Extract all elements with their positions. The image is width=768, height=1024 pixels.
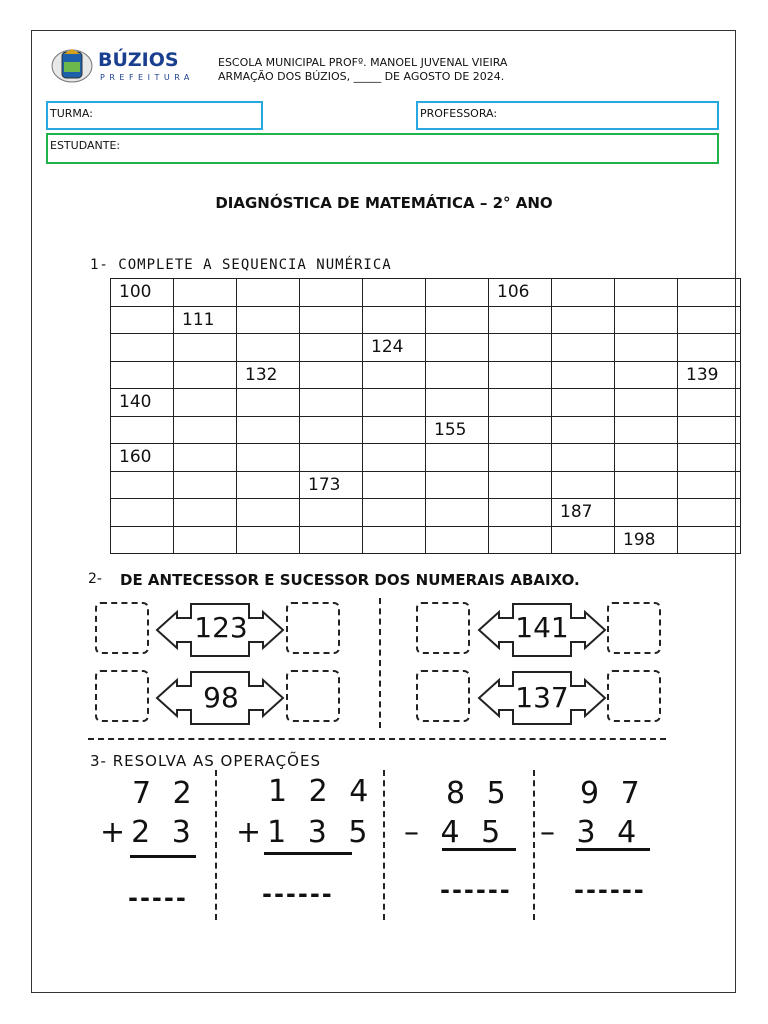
grid-cell-empty[interactable] <box>111 416 174 444</box>
grid-cell-empty[interactable] <box>300 526 363 554</box>
antecessor-box[interactable] <box>95 602 149 654</box>
grid-cell-empty[interactable] <box>237 416 300 444</box>
grid-cell-empty[interactable] <box>489 389 552 417</box>
grid-cell-empty[interactable] <box>174 444 237 472</box>
grid-row <box>111 416 741 444</box>
op4-bottom: – 3 4 <box>540 815 643 850</box>
grid-cell-empty[interactable] <box>237 334 300 362</box>
grid-cell-empty[interactable] <box>237 526 300 554</box>
sequence-grid <box>110 278 741 554</box>
grid-cell-empty[interactable] <box>678 389 741 417</box>
sucessor-box[interactable] <box>286 602 340 654</box>
grid-cell-empty[interactable] <box>237 389 300 417</box>
grid-cell-empty[interactable] <box>363 526 426 554</box>
school-date-line: ARMAÇÃO DOS BÚZIOS, _____ DE AGOSTO DE 2024. <box>218 70 505 83</box>
grid-cell-empty[interactable] <box>300 279 363 307</box>
grid-cell-empty[interactable] <box>111 526 174 554</box>
question-1-label: 1- COMPLETE A SEQUENCIA NUMÉRICA <box>90 257 392 273</box>
divider-dashed-vertical <box>383 770 385 920</box>
grid-cell-given: 187 <box>552 499 615 527</box>
grid-cell-empty[interactable] <box>552 471 615 499</box>
divider-dashed-vertical <box>533 770 535 920</box>
grid-cell-empty[interactable] <box>300 389 363 417</box>
grid-cell-empty[interactable] <box>615 389 678 417</box>
grid-cell-empty[interactable] <box>615 306 678 334</box>
grid-cell-empty[interactable] <box>678 306 741 334</box>
grid-cell-empty[interactable] <box>174 361 237 389</box>
grid-cell-empty[interactable] <box>174 334 237 362</box>
buzios-logo <box>50 46 210 86</box>
grid-cell-empty[interactable] <box>615 334 678 362</box>
grid-cell-empty[interactable] <box>552 279 615 307</box>
grid-cell-empty[interactable] <box>426 499 489 527</box>
grid-row <box>111 389 741 417</box>
divider-dashed-horizontal <box>88 738 666 740</box>
grid-cell-empty[interactable] <box>111 306 174 334</box>
professora-field[interactable]: PROFESSORA: <box>416 101 719 130</box>
number-137: 137 <box>515 681 569 714</box>
grid-cell-empty[interactable] <box>552 444 615 472</box>
sucessor-box[interactable] <box>286 670 340 722</box>
grid-cell-empty[interactable] <box>678 416 741 444</box>
grid-cell-empty[interactable] <box>111 361 174 389</box>
grid-row <box>111 526 741 554</box>
question-3-label: 3- RESOLVA AS OPERAÇÕES <box>90 752 321 770</box>
grid-cell-empty[interactable] <box>426 306 489 334</box>
grid-cell-empty[interactable] <box>615 279 678 307</box>
grid-cell-given: 198 <box>615 526 678 554</box>
op4-top: 9 7 <box>580 776 646 811</box>
sucessor-box[interactable] <box>607 670 661 722</box>
grid-cell-empty[interactable] <box>489 306 552 334</box>
grid-row <box>111 499 741 527</box>
grid-cell-empty[interactable] <box>489 361 552 389</box>
grid-cell-empty[interactable] <box>615 499 678 527</box>
op1-bottom: +2 3 <box>100 815 197 850</box>
grid-cell-empty[interactable] <box>426 361 489 389</box>
grid-cell-given: 139 <box>678 361 741 389</box>
grid-cell-empty[interactable] <box>174 471 237 499</box>
op1-line <box>130 855 196 858</box>
grid-cell-empty[interactable] <box>174 499 237 527</box>
grid-cell-empty[interactable] <box>678 471 741 499</box>
grid-row <box>111 306 741 334</box>
grid-cell-empty[interactable] <box>615 471 678 499</box>
grid-cell-empty[interactable] <box>237 471 300 499</box>
number-141: 141 <box>515 611 569 644</box>
divider-dashed-vertical <box>379 598 381 728</box>
sucessor-box[interactable] <box>607 602 661 654</box>
grid-cell-empty[interactable] <box>426 526 489 554</box>
op3-line <box>442 848 516 851</box>
grid-cell-empty[interactable] <box>678 279 741 307</box>
grid-cell-empty[interactable] <box>300 361 363 389</box>
antecessor-box[interactable] <box>416 670 470 722</box>
grid-cell-empty[interactable] <box>489 471 552 499</box>
grid-cell-empty[interactable] <box>174 526 237 554</box>
grid-cell-empty[interactable] <box>489 526 552 554</box>
grid-cell-empty[interactable] <box>552 361 615 389</box>
grid-cell-empty[interactable] <box>615 444 678 472</box>
grid-cell-empty[interactable] <box>426 444 489 472</box>
op3-top: 8 5 <box>446 776 512 811</box>
turma-field[interactable]: TURMA: <box>46 101 263 130</box>
op1-result[interactable]: ----- <box>128 884 188 912</box>
grid-cell-empty[interactable] <box>552 526 615 554</box>
grid-cell-empty[interactable] <box>552 334 615 362</box>
grid-cell-empty[interactable] <box>111 499 174 527</box>
grid-cell-empty[interactable] <box>237 444 300 472</box>
grid-cell-empty[interactable] <box>489 416 552 444</box>
grid-cell-empty[interactable] <box>300 334 363 362</box>
page-title: DIAGNÓSTICA DE MATEMÁTICA – 2° ANO <box>215 194 553 212</box>
svg-text:BÚZIOS: BÚZIOS <box>98 49 179 71</box>
grid-cell-empty[interactable] <box>363 416 426 444</box>
grid-cell-empty[interactable] <box>300 306 363 334</box>
grid-cell-empty[interactable] <box>552 416 615 444</box>
grid-cell-empty[interactable] <box>678 334 741 362</box>
op2-result[interactable]: ------ <box>262 880 334 908</box>
grid-cell-empty[interactable] <box>426 471 489 499</box>
grid-cell-empty[interactable] <box>300 416 363 444</box>
op4-result[interactable]: ------ <box>574 876 646 904</box>
grid-cell-empty[interactable] <box>426 279 489 307</box>
antecessor-box[interactable] <box>416 602 470 654</box>
grid-row <box>111 361 741 389</box>
op4-line <box>576 848 650 851</box>
number-98: 98 <box>203 681 239 714</box>
op2-line <box>264 852 352 855</box>
number-123: 123 <box>194 611 248 644</box>
grid-cell-given: 173 <box>300 471 363 499</box>
grid-cell-empty[interactable] <box>363 361 426 389</box>
op3-result[interactable]: ------ <box>440 876 512 904</box>
op1-top: 7 2 <box>132 776 198 811</box>
op3-bottom: – 4 5 <box>404 815 507 850</box>
grid-cell-given: 124 <box>363 334 426 362</box>
grid-cell-empty[interactable] <box>552 306 615 334</box>
grid-cell-given: 155 <box>426 416 489 444</box>
grid-cell-empty[interactable] <box>615 361 678 389</box>
grid-row <box>111 471 741 499</box>
grid-cell-empty[interactable] <box>363 279 426 307</box>
grid-cell-empty[interactable] <box>237 279 300 307</box>
grid-cell-empty[interactable] <box>300 499 363 527</box>
grid-cell-empty[interactable] <box>489 334 552 362</box>
grid-cell-empty[interactable] <box>615 416 678 444</box>
grid-cell-empty[interactable] <box>174 416 237 444</box>
grid-cell-empty[interactable] <box>363 499 426 527</box>
grid-cell-given: 111 <box>174 306 237 334</box>
op2-top: 1 2 4 <box>268 774 375 809</box>
grid-cell-empty[interactable] <box>552 389 615 417</box>
grid-cell-empty[interactable] <box>678 499 741 527</box>
grid-row <box>111 334 741 362</box>
grid-cell-empty[interactable] <box>489 499 552 527</box>
antecessor-box[interactable] <box>95 670 149 722</box>
grid-cell-empty[interactable] <box>111 471 174 499</box>
grid-cell-given: 140 <box>111 389 174 417</box>
school-header <box>218 56 507 84</box>
grid-cell-empty[interactable] <box>426 334 489 362</box>
estudante-field[interactable]: ESTUDANTE: <box>46 133 719 164</box>
grid-cell-empty[interactable] <box>111 334 174 362</box>
grid-cell-empty[interactable] <box>237 499 300 527</box>
grid-row <box>111 279 741 307</box>
grid-cell-empty[interactable] <box>174 389 237 417</box>
grid-cell-empty[interactable] <box>678 444 741 472</box>
grid-cell-empty[interactable] <box>363 444 426 472</box>
svg-text:PREFEITURA: PREFEITURA <box>100 73 194 82</box>
school-name: ESCOLA MUNICIPAL PROFº. MANOEL JUVENAL VIEIRA <box>218 56 508 69</box>
divider-dashed-vertical <box>215 770 217 920</box>
op2-bottom: +1 3 5 <box>236 815 374 850</box>
grid-cell-given: 160 <box>111 444 174 472</box>
grid-cell-given: 106 <box>489 279 552 307</box>
grid-cell-empty[interactable] <box>678 526 741 554</box>
grid-cell-empty[interactable] <box>363 306 426 334</box>
grid-cell-given: 132 <box>237 361 300 389</box>
grid-cell-empty[interactable] <box>237 306 300 334</box>
grid-cell-empty[interactable] <box>489 444 552 472</box>
grid-cell-empty[interactable] <box>174 279 237 307</box>
grid-cell-empty[interactable] <box>363 389 426 417</box>
question-2-number: 2- <box>88 571 102 587</box>
grid-row <box>111 444 741 472</box>
grid-cell-given: 100 <box>111 279 174 307</box>
question-2-label: DE ANTECESSOR E SUCESSOR DOS NUMERAIS ABAIXO. <box>120 571 580 589</box>
grid-cell-empty[interactable] <box>300 444 363 472</box>
grid-cell-empty[interactable] <box>426 389 489 417</box>
grid-cell-empty[interactable] <box>363 471 426 499</box>
